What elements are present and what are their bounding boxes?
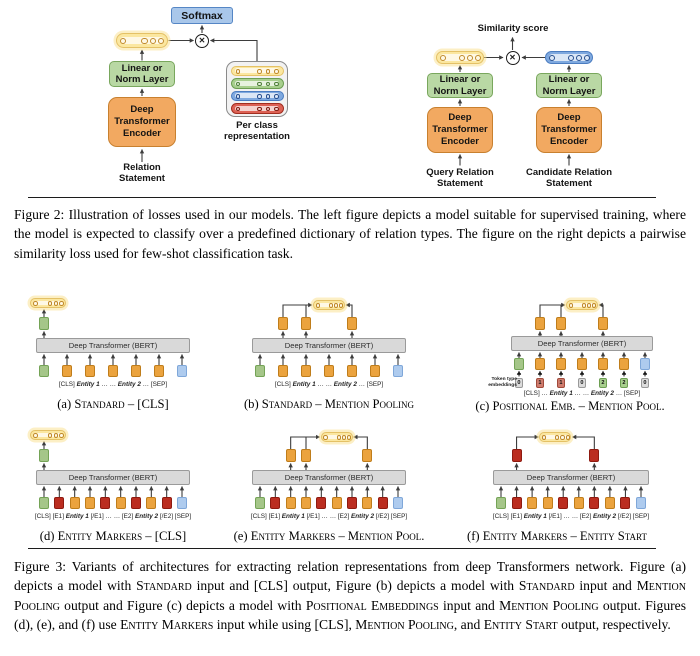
output-embedding-bar-dot (569, 303, 573, 307)
panel-caption-d: (d) Entity Markers – [CLS] (39, 529, 187, 543)
output-embedding-bar-dot (54, 433, 59, 438)
output-box-orange (301, 317, 311, 330)
token-box-red (558, 497, 568, 509)
type-embedding-box-gray-line: 0 (580, 379, 584, 386)
linear-norm-box-line: Linear or (121, 62, 163, 74)
token-labels-c: [CLS] … Entity 1 … … Entity 2 … [SEP] (523, 390, 641, 397)
output-embedding-bar-dot (329, 303, 333, 307)
transformer-box-e-line: Deep Transformer (BERT) (284, 473, 374, 482)
token-box-orange (543, 497, 553, 509)
output-box-red (512, 449, 522, 462)
output-embedding-bar-dot (342, 435, 346, 439)
token-box-orange (70, 497, 80, 509)
type-embedding-box-green (620, 378, 628, 388)
token-labels-a: [CLS] Entity 1 … … Entity 2 … [SEP] (58, 381, 168, 388)
output-box-orange (598, 317, 608, 330)
relation-statement-label-line: Relation (123, 162, 161, 173)
type-embedding-box-gray-line: 0 (643, 379, 647, 386)
token-labels-e: [CLS] [E1] Entity 1 [/E1] … … [E2] Entity 2 [/E2] [SEP] (250, 513, 408, 520)
candidate-linear-norm-box-line: Linear or (548, 74, 590, 85)
query-encoder-box-line: Transformer (432, 124, 488, 135)
plus-sign: + (516, 370, 522, 378)
encoder-box-line: Transformer (114, 116, 170, 127)
relation-statement-label (92, 162, 192, 184)
token-box-orange (146, 497, 156, 509)
token-box-blue (640, 358, 650, 370)
plus-sign: + (579, 370, 585, 378)
output-embedding-bar-dot (48, 301, 53, 306)
token-box-red (316, 497, 326, 509)
output-embedding-bar-dot (566, 435, 570, 439)
per-class-row-yellow-dot (274, 69, 279, 74)
token-box-orange (347, 365, 357, 377)
output-box-red (589, 449, 599, 462)
encoder-box-line: Encoder (122, 128, 161, 139)
plus-sign: + (537, 370, 543, 378)
token-box-orange (286, 497, 296, 509)
token-box-orange (527, 497, 537, 509)
type-embedding-box-red-line: 1 (538, 379, 542, 386)
plus-sign: + (600, 370, 606, 378)
token-box-green (514, 358, 524, 370)
panel-caption-c: (c) Positional Emb. – Mention Pool. (475, 399, 665, 413)
transformer-box-c-line: Deep Transformer (BERT) (537, 339, 627, 348)
output-embedding-bar-dot (582, 303, 586, 307)
token-box-orange (62, 365, 72, 377)
token-type-embeddings-label-line: Token type (491, 377, 517, 382)
per-class-row-blue (231, 91, 284, 102)
output-embedding-bar (321, 432, 353, 442)
per-class-row-green (231, 78, 284, 89)
output-box-orange (278, 317, 288, 330)
output-embedding-bar (539, 432, 571, 442)
per-class-label (217, 120, 297, 142)
token-box-orange (332, 497, 342, 509)
candidate-statement-label (509, 167, 629, 189)
output-embedding-bar-dot (33, 301, 38, 306)
token-box-orange (85, 497, 95, 509)
token-box-red (589, 497, 599, 509)
output-embedding-bar-dot (347, 435, 351, 439)
transformer-box-b (252, 338, 406, 353)
per-class-row-blue-dot (266, 94, 271, 99)
relation-embedding-bar-dot (158, 38, 165, 45)
candidate-encoder-box (536, 107, 602, 153)
relation-statement-label-line: Statement (119, 173, 165, 184)
token-box-blue (636, 497, 646, 509)
token-box-orange (108, 365, 118, 377)
token-type-embeddings-label-line: embeddings (488, 382, 517, 388)
type-embedding-box-green-line: 2 (622, 379, 626, 386)
query-embedding-bar (436, 51, 484, 64)
token-box-orange (598, 358, 608, 370)
figure3-bottom-rule (28, 548, 656, 549)
query-linear-norm-box (427, 73, 493, 98)
token-box-orange (301, 365, 311, 377)
query-embedding-bar-dot (475, 55, 481, 61)
token-box-orange (116, 497, 126, 509)
per-class-label-line: representation (224, 131, 290, 142)
output-box-orange (556, 317, 566, 330)
query-linear-norm-box-line: Linear or (439, 74, 481, 85)
output-embedding-bar (313, 300, 345, 310)
token-labels-f: [CLS] [E1] Entity 1 [/E1] … … [E2] Entity 2 [/E2] [SEP] (492, 513, 650, 520)
candidate-encoder-box-line: Transformer (541, 124, 597, 135)
token-type-embeddings-label (475, 377, 517, 388)
token-box-green (255, 497, 265, 509)
transformer-box-b-line: Deep Transformer (BERT) (284, 341, 374, 350)
per-class-label-line: Per class (236, 120, 278, 131)
transformer-box-f-line: Deep Transformer (BERT) (526, 473, 616, 482)
output-embedding-bar-dot (592, 303, 596, 307)
output-embedding-bar-dot (337, 435, 341, 439)
token-box-blue (177, 365, 187, 377)
token-box-orange (85, 365, 95, 377)
per-class-row-yellow (231, 66, 284, 77)
token-box-red (131, 497, 141, 509)
output-box-orange (362, 449, 372, 462)
panel-caption-a: (a) Standard – [CLS] (57, 397, 169, 411)
token-box-green (255, 365, 265, 377)
output-box-green (39, 449, 49, 462)
per-class-row-blue-dot (257, 94, 262, 99)
per-class-row-blue-dot (274, 94, 279, 99)
figure2-bottom-rule (28, 197, 656, 198)
type-embedding-box-gray (641, 378, 649, 388)
linear-norm-box-line: Norm Layer (115, 74, 169, 85)
token-box-blue (393, 497, 403, 509)
type-embedding-box-green-line: 2 (601, 379, 605, 386)
token-box-blue (393, 365, 403, 377)
candidate-encoder-box-line: Deep (557, 112, 581, 123)
query-statement-label-line: Statement (437, 178, 483, 189)
token-box-orange (370, 365, 380, 377)
transformer-box-e (252, 470, 406, 485)
output-box-orange (535, 317, 545, 330)
per-class-row-blue-dot (236, 94, 241, 99)
query-encoder-box-line: Deep (448, 112, 472, 123)
transformer-box-d-line: Deep Transformer (BERT) (68, 473, 158, 482)
output-embedding-bar-dot (323, 435, 327, 439)
per-class-row-red-dot (257, 107, 262, 112)
type-embedding-box-red-line: 1 (559, 379, 563, 386)
token-box-orange (154, 365, 164, 377)
token-box-green (39, 365, 49, 377)
output-embedding-bar-dot (54, 301, 59, 306)
candidate-embedding-bar (545, 51, 593, 64)
encoder-box (108, 97, 176, 147)
output-embedding-bar (566, 300, 598, 310)
type-embedding-box-red (536, 378, 544, 388)
query-embedding-bar-dot (440, 55, 446, 61)
per-class-row-red (231, 103, 284, 114)
plus-sign: + (558, 370, 564, 378)
token-box-orange (556, 358, 566, 370)
softmax-box-line: Softmax (181, 9, 223, 22)
output-embedding-bar (30, 298, 66, 308)
panel-caption-f: (f) Entity Markers – Entity Start (467, 529, 647, 543)
type-embedding-box-gray-line: 0 (517, 379, 521, 386)
per-class-row-green-dot (274, 82, 279, 87)
token-box-orange (605, 497, 615, 509)
query-encoder-box (427, 107, 493, 153)
linear-norm-box (109, 61, 175, 87)
candidate-statement-label-line: Candidate Relation (525, 167, 613, 178)
token-box-orange (362, 497, 372, 509)
similarity-score-label-line: Similarity score (477, 23, 549, 34)
token-box-orange (301, 497, 311, 509)
per-class-row-green-dot (236, 82, 241, 87)
figure3-caption: Figure 3: Variants of architectures for extracting relation representations from deep Transformers network. Figure (a) depicts a model with Standard input and [CLS] output, Figure (b) depicts a model with Standard input and Mention Pooling output and Figure (c) depicts a model with Positional Embeddings input and Mention Pooling output. Figures (d), (e), and (f) use Entity Markers input while using [CLS], Mention Pooling, and Entity Start output, respectively. (14, 559, 686, 633)
output-box-orange (347, 317, 357, 330)
plus-sign: + (642, 370, 648, 378)
token-box-red (100, 497, 110, 509)
query-encoder-box-line: Encoder (440, 136, 479, 147)
transformer-box-a-line: Deep Transformer (BERT) (68, 341, 158, 350)
plus-sign: + (621, 370, 627, 378)
multiply-icon: ✕ (506, 51, 520, 65)
token-box-red (54, 497, 64, 509)
candidate-encoder-box-line: Encoder (549, 136, 588, 147)
token-box-red (270, 497, 280, 509)
transformer-box-a (36, 338, 190, 353)
candidate-embedding-bar-dot (584, 55, 590, 61)
token-box-red (347, 497, 357, 509)
output-embedding-bar-dot (542, 435, 546, 439)
token-box-green (496, 497, 506, 509)
candidate-linear-norm-box-line: Norm Layer (542, 85, 596, 97)
output-embedding-bar-dot (587, 303, 591, 307)
type-embedding-box-gray (578, 378, 586, 388)
token-box-orange (535, 358, 545, 370)
type-embedding-box-green (599, 378, 607, 388)
output-embedding-bar-dot (59, 433, 64, 438)
per-class-row-red-dot (274, 107, 279, 112)
panel-caption-b: (b) Standard – Mention Pooling (243, 397, 415, 411)
type-embedding-box-red (557, 378, 565, 388)
token-labels-b: [CLS] Entity 1 … … Entity 2 … [SEP] (274, 381, 384, 388)
softmax-box (171, 7, 233, 24)
query-linear-norm-box-line: Norm Layer (433, 85, 487, 97)
per-class-row-yellow-dot (236, 69, 241, 74)
panel-caption-e: (e) Entity Markers – Mention Pool. (233, 529, 425, 543)
token-box-green (39, 497, 49, 509)
transformer-box-f (493, 470, 649, 485)
token-box-red (162, 497, 172, 509)
output-embedding-bar-dot (33, 433, 38, 438)
token-box-red (378, 497, 388, 509)
output-embedding-bar-dot (560, 435, 564, 439)
output-embedding-bar-dot (48, 433, 53, 438)
output-embedding-bar-dot (334, 303, 338, 307)
output-embedding-bar-dot (59, 301, 64, 306)
relation-embedding-bar (116, 33, 168, 48)
relation-embedding-bar-dot (141, 38, 148, 45)
query-statement-label (400, 167, 520, 189)
output-embedding-bar (30, 430, 66, 440)
token-box-orange (619, 358, 629, 370)
output-box-orange (286, 449, 296, 462)
similarity-score-label (452, 23, 574, 34)
token-box-red (620, 497, 630, 509)
token-box-red (512, 497, 522, 509)
candidate-linear-norm-box (536, 73, 602, 98)
per-class-row-yellow-dot (257, 69, 262, 74)
candidate-statement-label-line: Statement (546, 178, 592, 189)
token-labels-d: [CLS] [E1] Entity 1 [/E1] … … [E2] Entity 2 [/E2] [SEP] (34, 513, 192, 520)
token-box-orange (324, 365, 334, 377)
token-box-orange (131, 365, 141, 377)
candidate-embedding-bar-dot (549, 55, 555, 61)
token-box-blue (177, 497, 187, 509)
token-box-orange (574, 497, 584, 509)
per-class-row-yellow-dot (266, 69, 271, 74)
transformer-box-d (36, 470, 190, 485)
token-box-orange (278, 365, 288, 377)
token-box-orange (577, 358, 587, 370)
per-class-row-green-dot (257, 82, 262, 87)
output-embedding-bar-dot (316, 303, 320, 307)
transformer-box-c (511, 336, 653, 351)
figure2-caption: Figure 2: Illustration of losses used in our models. The left figure depicts a model suitable for supervised training, where the model is expected to classify over a predefined dictionary of relation types. The figure on the right depicts a pairwise similarity loss used for few-shot classification task. (14, 207, 686, 261)
encoder-box-line: Deep (130, 104, 154, 115)
query-statement-label-line: Query Relation (426, 167, 494, 178)
output-embedding-bar-dot (339, 303, 343, 307)
output-box-orange (301, 449, 311, 462)
output-box-green (39, 317, 49, 330)
multiply-icon: ✕ (195, 34, 209, 48)
